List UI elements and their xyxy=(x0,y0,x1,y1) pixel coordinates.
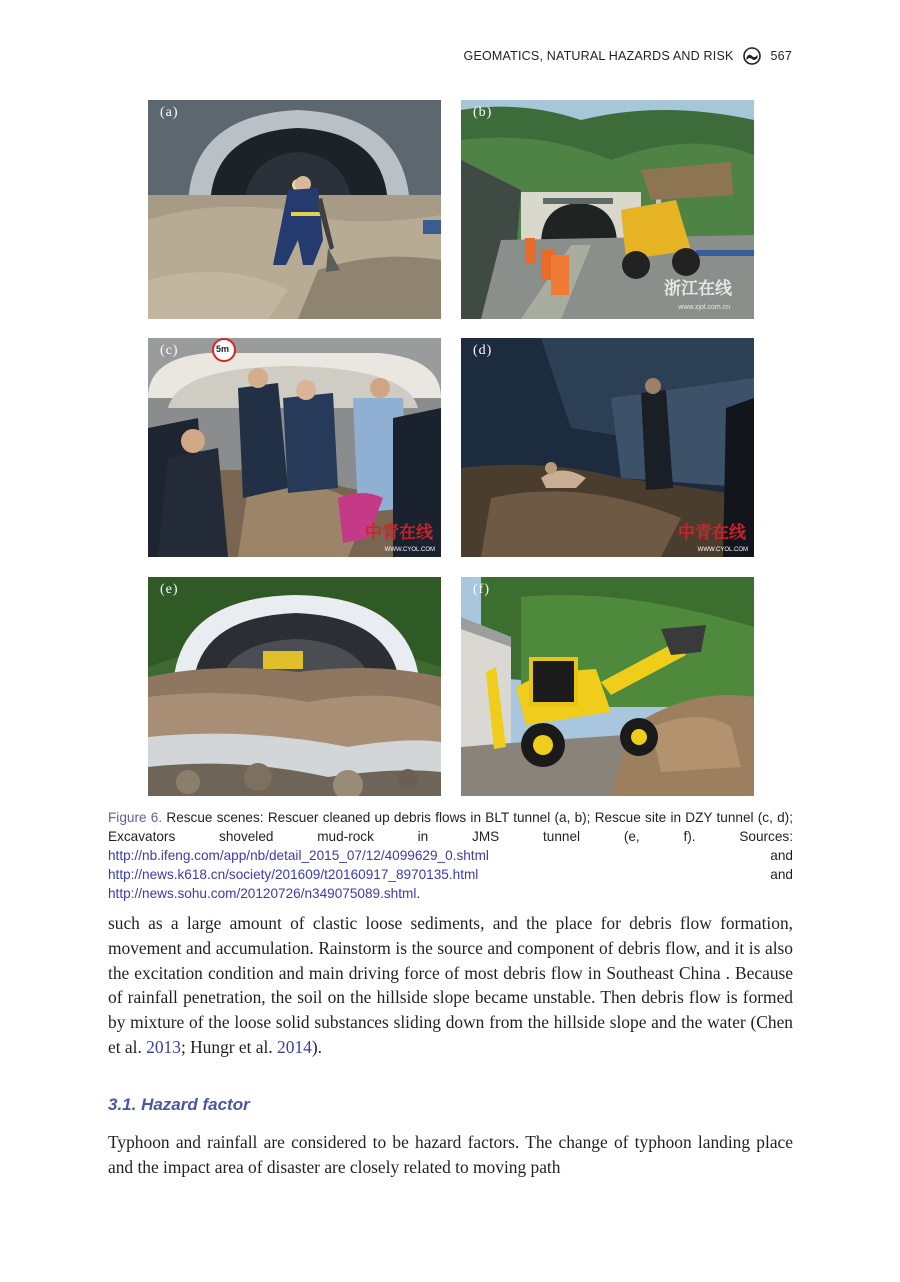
panel-label: (a) xyxy=(160,105,179,120)
figure-caption xyxy=(108,808,793,903)
watermark: 中青在线 xyxy=(678,523,746,542)
journal-logo-icon xyxy=(743,47,761,65)
running-header xyxy=(464,46,792,66)
panel-f-photo xyxy=(461,577,754,796)
citation-link[interactable]: 2013 xyxy=(146,1036,181,1057)
figure-panel-a xyxy=(148,100,441,319)
watermark: 中青在线 xyxy=(365,523,433,542)
caption-and-1: and xyxy=(488,848,793,863)
panel-a-photo xyxy=(148,100,441,319)
watermark-url: WWW.CYOL.COM xyxy=(697,547,748,553)
speed-sign: 5m xyxy=(216,344,230,354)
source-link-3[interactable]: http://news.sohu.com/20120726/n349075089.shtml xyxy=(108,886,417,901)
source-link-1[interactable]: http://nb.ifeng.com/app/nb/detail_2015_07/12/4099629_0.shtml xyxy=(108,848,489,863)
body-paragraph-2: Typhoon and rainfall are considered to be hazard factors. The change of typhoon landing place and the impact area of disaster are closely related to moving path xyxy=(108,1132,793,1177)
caption-end: . xyxy=(416,886,421,901)
figure-panel-f xyxy=(461,577,754,796)
panel-e-photo xyxy=(148,577,441,796)
panel-label: (c) xyxy=(160,343,179,358)
citation-link[interactable]: 2014 xyxy=(277,1036,312,1057)
caption-text: Rescue scenes: Rescuer cleaned up debris flows in BLT tunnel (a, b); Rescue site in DZY tunnel (c, d); Excavators shoveled mud-rock in JMS tunnel (e, f). Sources: xyxy=(108,810,793,844)
source-link-2[interactable]: http://news.k618.cn/society/201609/t20160917_8970135.html xyxy=(108,867,479,882)
caption-and-2: and xyxy=(478,867,793,882)
paragraph-text: such as a large amount of clastic loose sediments, and the place for debris flow formation, movement and accumulation. Rainstorm is the source and component of debris flow, and it is also the excitation condition and main driving force of most debris flow in Southeast China . Because of rainfall penetration, the soil on the hillside slope became unstable. Then debris flow is formed by mixture of the loose solid substances sliding down from the hillside slope and the water (Chen et al. xyxy=(108,913,793,1057)
panel-label: (b) xyxy=(473,105,493,120)
figure-panel-c xyxy=(148,338,441,557)
panel-label: (e) xyxy=(160,582,179,597)
figure-label: Figure 6. xyxy=(108,810,163,825)
figure-panel-b xyxy=(461,100,754,319)
watermark-url: WWW.CYOL.COM xyxy=(384,547,435,553)
paragraph-text: ). xyxy=(311,1036,322,1057)
watermark: 浙江在线 xyxy=(664,279,732,298)
panel-label: (f) xyxy=(473,582,490,597)
figure-panel-d xyxy=(461,338,754,557)
section-heading: 3.1. Hazard factor xyxy=(108,1095,250,1114)
journal-title: GEOMATICS, NATURAL HAZARDS AND RISK xyxy=(463,49,734,63)
page-number: 567 xyxy=(770,49,792,63)
figure-panel-e xyxy=(148,577,441,796)
body-paragraph-1 xyxy=(108,911,793,1060)
paragraph-text: ; Hungr et al. xyxy=(180,1036,278,1057)
panel-label: (d) xyxy=(473,343,493,358)
watermark-url: www.zjol.com.cn xyxy=(678,304,730,311)
